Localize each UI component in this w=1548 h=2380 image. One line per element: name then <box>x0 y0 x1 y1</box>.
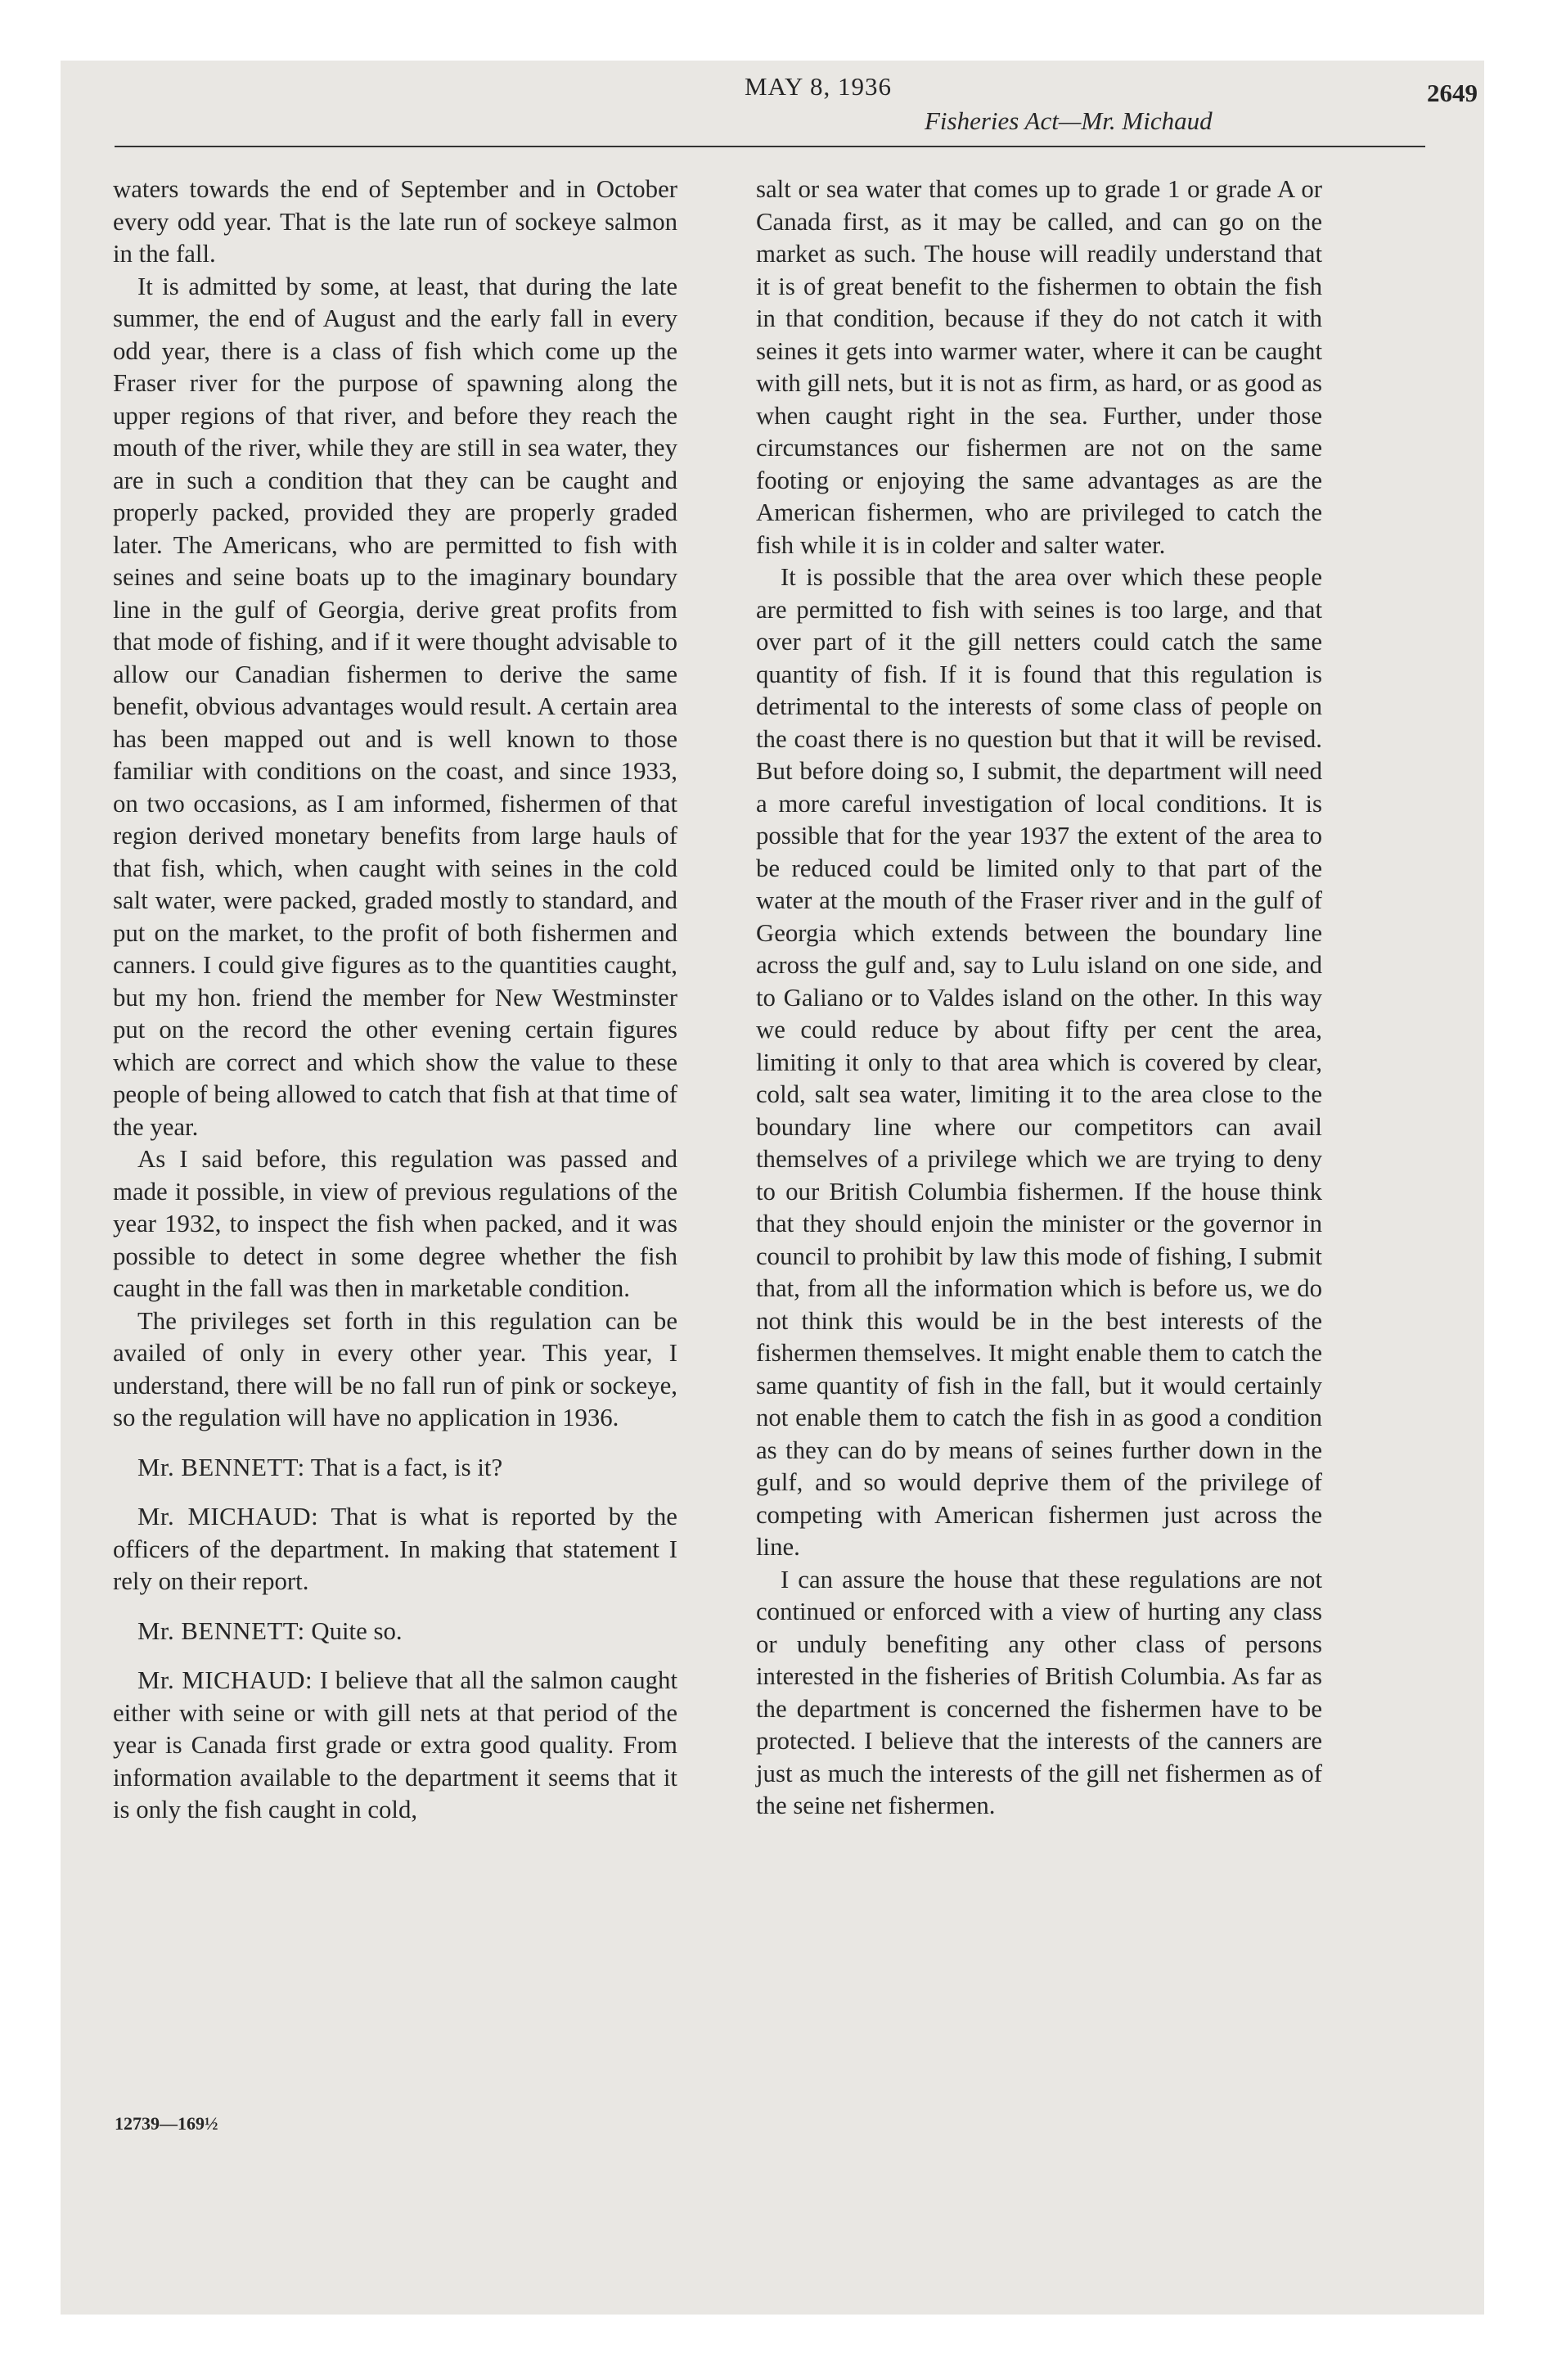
footer-print-code: 12739—169½ <box>115 2113 218 2134</box>
speech-text: I believe that all the salmon caught either with seine or with gill nets at that period of the year is Canada first grade or extra good quality. From information available to the department it seems that it is only the fish caught in cold, <box>113 1666 677 1823</box>
speaker-name: Mr. BENNETT: <box>137 1453 305 1481</box>
paragraph: salt or sea water that comes up to grade 1 or grade A or Canada first, as it may be called, and can go on the market as such. The house will readily understand that it is of great benefit to the fishermen to obtain the fish in that condition, because if they do not catch it with seines it gets into warmer water, where it can be caught with gill nets, but it is not as firm, as hard, or as good as when caught right in the sea. Further, under those circumstances our fishermen are not on the same footing or enjoying the same advantages as are the American fishermen, who are privileged to catch the fish while it is in colder and salter water. <box>756 175 1322 559</box>
speaker-name: Mr. MICHAUD: <box>137 1666 313 1694</box>
paragraph: It is admitted by some, at least, that during the late summer, the end of August and the early fall in every odd year, there is a class of fish which come up the Fraser river for the purpose of spawning along the upper regions of that river, and before they reach the mouth of the river, while they are still in sea water, they are in such a condition that they can be caught and properly packed, provided they are properly graded later. The Americans, who are permitted to fish with seines and seine boats up to the imaginary boundary line in the gulf of Georgia, derive great profits from that mode of fishing, and if it were thought advisable to allow our Canadian fishermen to derive the same benefit, obvious advantages would result. A certain area has been mapped out and is well known to those familiar with conditions on the coast, and since 1933, on two occasions, as I am informed, fishermen of that region derived monetary benefits from large hauls of that fish, which, when caught with seines in the cold salt water, were packed, graded mostly to standard, and put on the market, to the profit of both fishermen and canners. I could give figures as to the quantities caught, but my hon. friend the member for New Westminster put on the record the other evening certain figures which are correct and which show the value to these people of being allowed to catch that fish at that time of the year. <box>113 272 677 1141</box>
header-subject: Fisheries Act—Mr. Michaud <box>925 106 1213 135</box>
paragraph: The privileges set forth in this regulation can be availed of only in every other year. This year, I understand, there will be no fall run of pink or sockeye, so the regulation will have no application in 1936. <box>113 1306 677 1431</box>
speech-text: Quite so. <box>311 1616 403 1645</box>
header-date: MAY 8, 1936 <box>744 72 893 101</box>
page-number: 2649 <box>1427 79 1478 107</box>
speech-paragraph <box>113 1501 677 1598</box>
paragraph: waters towards the end of September and in October every odd year. That is the late run of sockeye salmon in the fall. <box>113 175 677 268</box>
speaker-name: Mr. MICHAUD: <box>137 1503 319 1530</box>
speech-text: That is what is reported by the officers of the department. In making that statement I rely on their report. <box>113 1503 677 1595</box>
left-column <box>113 174 677 1827</box>
speaker-name: Mr. BENNETT: <box>137 1616 305 1645</box>
header-rule <box>115 146 1425 147</box>
speech-paragraph <box>113 1452 677 1485</box>
speech-paragraph <box>113 1665 677 1827</box>
paragraph: It is possible that the area over which these people are permitted to fish with seines is too large, and that over part of it the gill netters could catch the same quantity of fish. If it is found that this regulation is detrimental to the interests of some class of people on the coast there is no question but that it will be revised. But before doing so, I submit, the department will need a more careful investigation of local conditions. It is possible that for the year 1937 the extent of the area to be reduced could be limited only to that part of the water at the mouth of the Fraser river and in the gulf of Georgia which extends between the boundary line across the gulf and, say to Lulu island on one side, and to Galiano or to Valdes island on the other. In this way we could reduce by about fifty per cent the area, limiting it only to that area which is covered by clear, cold, salt sea water, limiting it to the area close to the boundary line where our competitors can avail themselves of a privilege which we are trying to deny to our British Columbia fishermen. If the house think that they should enjoin the minister or the governor in council to prohibit by law this mode of fishing, I submit that, from all the information which is before us, we do not think this would be in the best interests of the fishermen themselves. It might enable them to catch the same quantity of fish in the fall, but it would certainly not enable them to catch the fish in as good a condition as they can do by means of seines further down in the gulf, and so would deprive them of the privilege of competing with American fishermen just across the line. <box>756 563 1322 1561</box>
speech-text: That is a fact, is it? <box>310 1453 503 1481</box>
paragraph: I can assure the house that these regulations are not continued or enforced with a view of hurting any class or unduly benefiting any other class of persons interested in the fisheries of British Columbia. As far as the department is concerned the fishermen have to be protected. I believe that the interests of the canners are just as much the interests of the gill net fishermen as of the seine net fishermen. <box>756 1565 1322 1819</box>
paragraph: As I said before, this regulation was passed and made it possible, in view of previous regulations of the year 1932, to inspect the fish when packed, and it was possible to detect in some degree whether the fish caught in the fall was then in marketable condition. <box>113 1145 677 1302</box>
right-column <box>756 174 1322 1823</box>
speech-paragraph <box>113 1616 677 1648</box>
